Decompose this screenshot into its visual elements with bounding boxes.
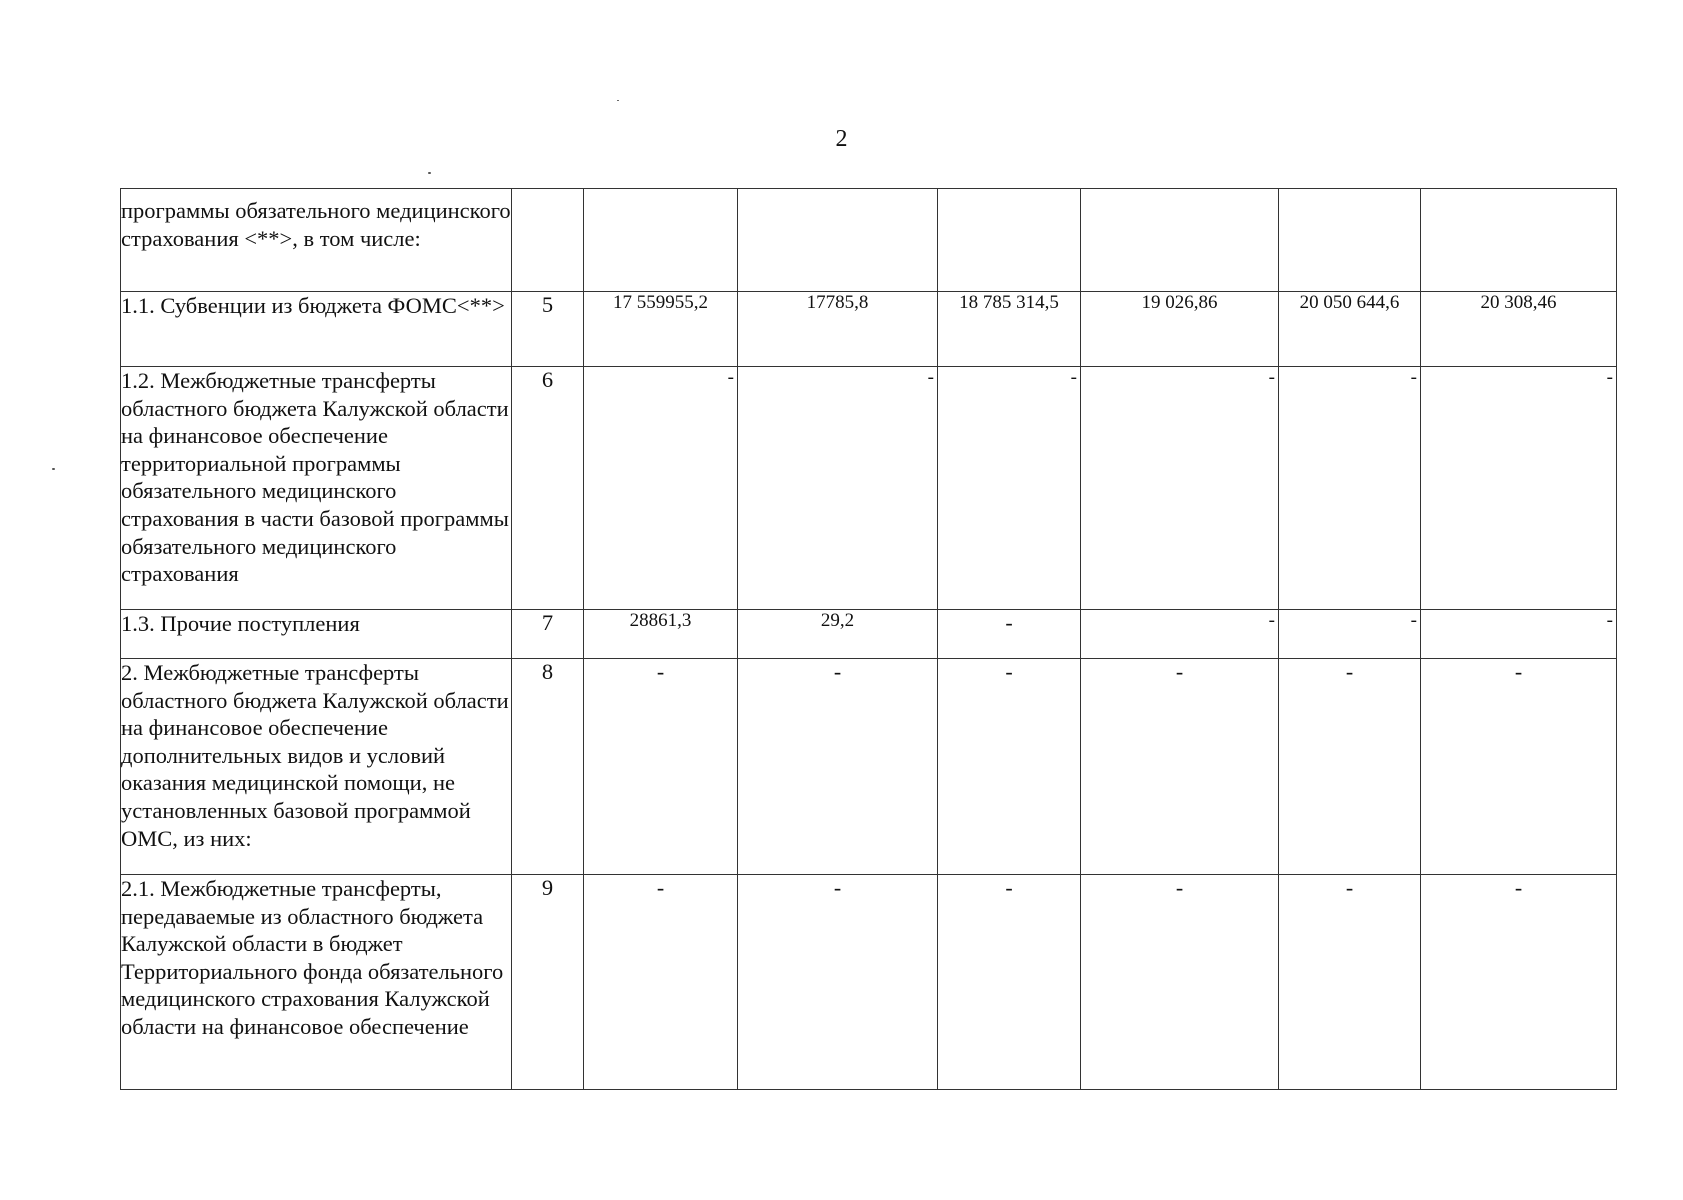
table-row [121, 875, 1617, 1090]
value-cell: 17 559955,2 [584, 292, 738, 367]
row-label: 1.3. Прочие поступления [121, 610, 512, 659]
value-cell: 20 050 644,6 [1279, 292, 1421, 367]
value-cell: 28861,3 [584, 610, 738, 659]
value-cell: 17785,8 [738, 292, 938, 367]
row-label: 2.1. Межбюджетные трансферты, передаваемые из областного бюджета Калужской области в бюджет Территориального фонда обязательного медицинского страхования Калужской области на финансовое обеспечение [121, 875, 512, 1090]
value-cell [584, 189, 738, 292]
scan-speck [428, 172, 431, 174]
value-cell: 19 026,86 [1081, 292, 1279, 367]
value-cell: - [738, 367, 938, 610]
value-cell: - [1279, 367, 1421, 610]
row-code: 8 [512, 659, 584, 875]
row-label: программы обязательного медицинского страхования <**>, в том числе: [121, 189, 512, 292]
value-cell [1081, 189, 1279, 292]
value-cell: - [1421, 610, 1617, 659]
scan-speck [617, 100, 619, 101]
value-cell: - [584, 367, 738, 610]
value-cell: - [938, 610, 1081, 659]
value-cell [738, 189, 938, 292]
value-cell: - [1081, 659, 1279, 875]
table-row [121, 367, 1617, 610]
value-cell [938, 189, 1081, 292]
row-code: 7 [512, 610, 584, 659]
row-label: 1.1. Субвенции из бюджета ФОМС<**> [121, 292, 512, 367]
value-cell: - [1279, 659, 1421, 875]
value-cell: - [938, 367, 1081, 610]
row-code: 9 [512, 875, 584, 1090]
table-row [121, 292, 1617, 367]
scan-speck [52, 468, 55, 470]
value-cell [1421, 189, 1617, 292]
table-row [121, 659, 1617, 875]
value-cell: - [738, 659, 938, 875]
row-label: 2. Межбюджетные трансферты областного бюджета Калужской области на финансовое обеспечение дополнительных видов и условий оказания медицинской помощи, не установленных базовой программой ОМС, из них: [121, 659, 512, 875]
value-cell: - [584, 659, 738, 875]
row-label: 1.2. Межбюджетные трансферты областного бюджета Калужской области на финансовое обеспечение территориальной программы обязательного медицинского страхования в части базовой программы обязательного медицинского страхования [121, 367, 512, 610]
value-cell: - [584, 875, 738, 1090]
value-cell: - [738, 875, 938, 1090]
value-cell: - [1421, 875, 1617, 1090]
value-cell: - [1421, 659, 1617, 875]
value-cell: 18 785 314,5 [938, 292, 1081, 367]
row-code [512, 189, 584, 292]
budget-table [120, 188, 1617, 1090]
row-code: 5 [512, 292, 584, 367]
value-cell: - [1279, 610, 1421, 659]
value-cell: 29,2 [738, 610, 938, 659]
value-cell: - [938, 659, 1081, 875]
value-cell: 20 308,46 [1421, 292, 1617, 367]
value-cell: - [1279, 875, 1421, 1090]
page-number: 2 [835, 126, 848, 152]
value-cell [1279, 189, 1421, 292]
value-cell: - [938, 875, 1081, 1090]
value-cell: - [1081, 610, 1279, 659]
value-cell: - [1421, 367, 1617, 610]
value-cell: - [1081, 367, 1279, 610]
row-code: 6 [512, 367, 584, 610]
table-row [121, 189, 1617, 292]
value-cell: - [1081, 875, 1279, 1090]
table-row [121, 610, 1617, 659]
